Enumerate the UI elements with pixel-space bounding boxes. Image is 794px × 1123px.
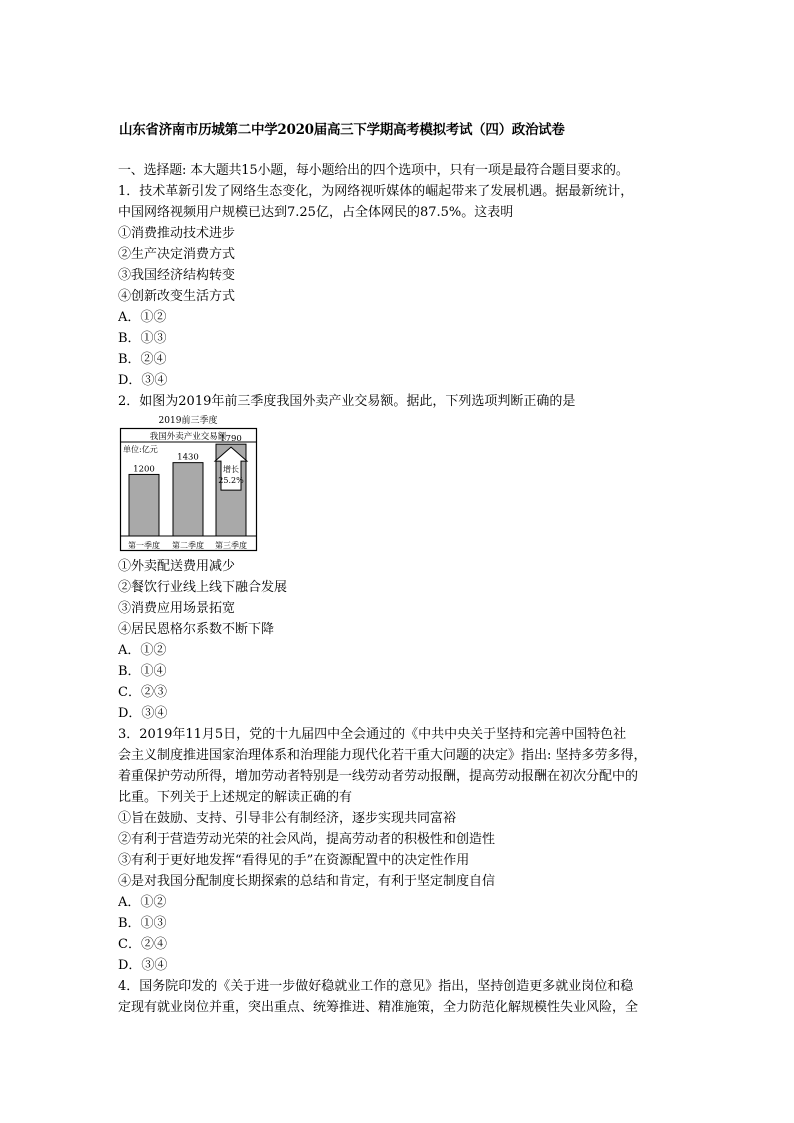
q2-item-4: ④居民恩格尔系数不断下降 bbox=[118, 622, 275, 637]
growth-percent: 25.2% bbox=[218, 476, 244, 486]
q3-item-1: ①旨在鼓励、支持、引导非公有制经济，逐步实现共同富裕 bbox=[118, 811, 457, 826]
q1-option-a: A．①② bbox=[118, 310, 167, 325]
q3-stem-line-2: 会主义制度推进国家治理体系和治理能力现代化若干重大问题的决定》指出: 坚持多劳多得， bbox=[118, 748, 647, 763]
q1-option-c: B．②④ bbox=[118, 352, 167, 367]
q1-option-d: D．③④ bbox=[118, 373, 168, 388]
bar-value-label-2: 1430 bbox=[177, 452, 199, 463]
q1-option-b: B．①③ bbox=[118, 331, 167, 346]
chart-subtitle: 我国外卖产业交易额 bbox=[149, 432, 227, 442]
bar-1 bbox=[129, 474, 159, 536]
q3-item-2: ②有利于营造劳动光荣的社会风尚，提高劳动者的积极性和创造性 bbox=[118, 832, 496, 847]
section-heading: 一、选择题: 本大题共15小题，每小题给出的四个选项中，只有一项是最符合题目要求的。 bbox=[118, 163, 629, 178]
category-label-3: 第三季度 bbox=[215, 541, 247, 550]
q2-option-a: A．①② bbox=[118, 643, 167, 658]
category-label-2: 第二季度 bbox=[172, 541, 204, 550]
q1-item-4: ④创新改变生活方式 bbox=[118, 289, 236, 304]
bar-2 bbox=[173, 463, 203, 536]
bar-value-label-3: 1790 bbox=[220, 434, 242, 445]
q4-stem-line-1: 4．国务院印发的《关于进一步做好稳就业工作的意见》指出，坚持创造更多就业岗位和稳 bbox=[118, 979, 634, 994]
q3-option-a: A．①② bbox=[118, 895, 167, 910]
q3-stem-line-1: 3．2019年11月5日，党的十九届四中全会通过的《中共中央关于坚持和完善中国特色社 bbox=[118, 727, 627, 742]
q3-stem-line-4: 比重。下列关于上述规定的解读正确的有 bbox=[118, 790, 353, 805]
takeout-bar-chart bbox=[118, 412, 263, 554]
chart-unit-label: 单位:亿元 bbox=[123, 445, 158, 454]
q2-item-2: ②餐饮行业线上线下融合发展 bbox=[118, 580, 288, 595]
exam-content bbox=[118, 160, 684, 1018]
q2-item-3: ③消费应用场景拓宽 bbox=[118, 601, 236, 616]
q4-stem-line-2: 定现有就业岗位并重，突出重点、统筹推进、精准施策，全力防范化解规模性失业风险，全 bbox=[118, 1000, 639, 1015]
q3-stem-line-3: 着重保护劳动所得，增加劳动者特别是一线劳动者劳动报酬，提高劳动报酬在初次分配中的 bbox=[118, 769, 639, 784]
q3-item-4: ④是对我国分配制度长期探索的总结和肯定，有利于坚定制度自信 bbox=[118, 874, 496, 889]
q1-item-1: ①消费推动技术进步 bbox=[118, 226, 236, 241]
category-label-1: 第一季度 bbox=[128, 541, 160, 550]
q1-item-2: ②生产决定消费方式 bbox=[118, 247, 236, 262]
q1-item-3: ③我国经济结构转变 bbox=[118, 268, 236, 283]
q2-option-c: C．②③ bbox=[118, 685, 167, 700]
q2-option-b: B．①④ bbox=[118, 664, 167, 679]
growth-label: 增长 bbox=[223, 465, 239, 475]
chart-svg bbox=[118, 412, 263, 554]
q2-option-d: D．③④ bbox=[118, 706, 168, 721]
q3-item-3: ③有利于更好地发挥“看得见的手”在资源配置中的决定性作用 bbox=[118, 853, 470, 868]
exam-title: 山东省济南市历城第二中学2020届高三下学期高考模拟考试（四）政治试卷 bbox=[119, 122, 565, 138]
q2-stem: 2．如图为2019年前三季度我国外卖产业交易额。据此，下列选项判断正确的是 bbox=[118, 394, 576, 409]
q3-option-c: C．②④ bbox=[118, 937, 167, 952]
q2-item-1: ①外卖配送费用减少 bbox=[118, 559, 236, 574]
q3-option-b: B．①③ bbox=[118, 916, 167, 931]
q1-stem-line-2: 中国网络视频用户规模已达到7.25亿，占全体网民的87.5%。这表明 bbox=[118, 205, 514, 220]
chart-title: 2019前三季度 bbox=[158, 416, 218, 426]
q3-option-d: D．③④ bbox=[118, 958, 168, 973]
bar-value-label-1: 1200 bbox=[133, 464, 155, 475]
q1-stem-line-1: 1．技术革新引发了网络生态变化，为网络视听媒体的崛起带来了发展机遇。据最新统计， bbox=[118, 184, 634, 199]
